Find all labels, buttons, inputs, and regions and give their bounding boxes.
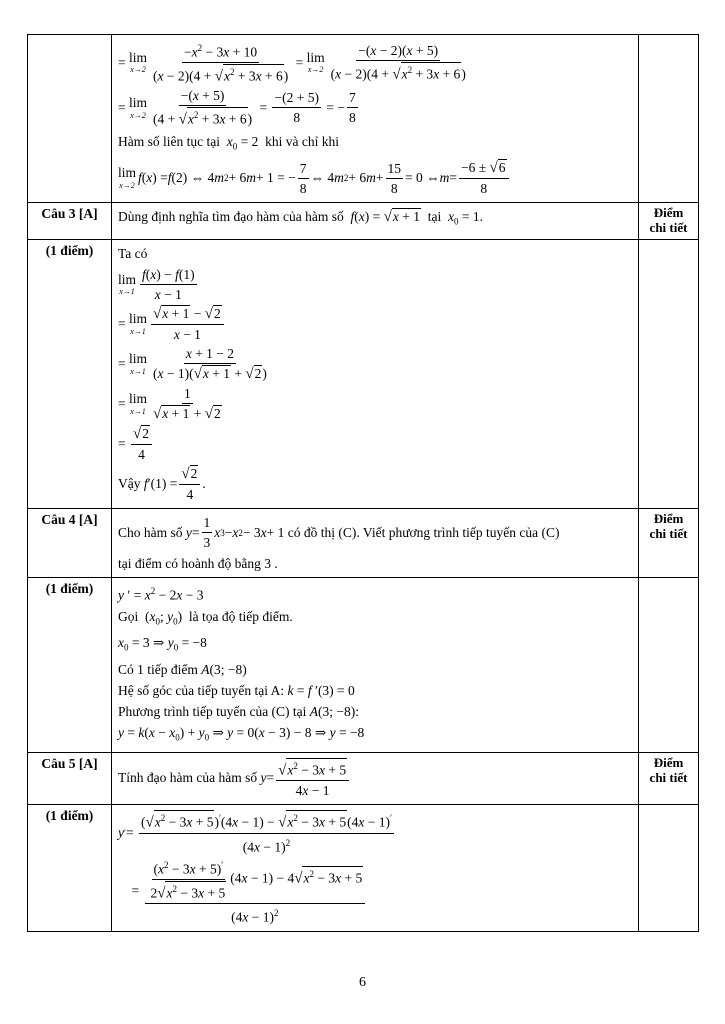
q4-slope: Hệ số góc của tiếp tuyến tại A: k = f ′(3) = 0 <box>118 682 355 698</box>
q3-points-cell <box>639 240 699 509</box>
q3-score: (1 điểm) <box>28 240 112 509</box>
q2-step-3: lim x→2 f ( x ) = f (2) ⇔ 4 m 2 + 6 m + 1 = − $\frac{7}{8}$ ⇔ 4 m 2 + 6 m + $\frac{15}{8}$ = 0 ⇔ m = $\frac{-6 \pm √6}{8}$ <box>118 159 632 197</box>
q3-question-cell <box>112 203 639 240</box>
q4-points-cell <box>639 578 699 753</box>
q2-points-cell <box>639 35 699 203</box>
q4-solution-row <box>28 578 699 753</box>
q4-tangent-point: Có 1 tiếp điểm A(3; −8) <box>118 661 247 677</box>
q2-step-1: = lim x→2 $\frac{-x^2 - 3x + 10}{(x - 2)(4 + √x^2 + 3x + 6)}$ = lim x→2 $\frac{-(x - 2)(x + 5)}{(x - 2)(4 + √x^2 + 3x + 6)}$ <box>118 40 632 85</box>
q3-step-2: = lim x→1 $\frac{√x + 1 - √2}{x - 1}$ <box>118 305 632 343</box>
q4-derivative: y ′ = $x^2 - 2x - 3$ <box>118 586 204 603</box>
q3-step-1: lim x→1 $\frac{f(x) - f(1)}{x - 1}$ <box>118 267 195 303</box>
page-number: 6 <box>359 975 366 990</box>
q4-equation-intro: Phương trình tiếp tuyến của (C) tại A(3; −8): <box>118 703 360 719</box>
q4-points-label: Điểm chi tiết <box>639 509 699 578</box>
q2-solution-cell <box>112 35 639 203</box>
q4-x0: $x_0 = 3$ ⇒ $y_0 = -8$ <box>118 635 207 653</box>
q2-continuity-text: Hàm số liên tục tại <box>118 133 220 149</box>
q2-step-2: = lim x→2 $\frac{-(x + 5)}{(4 + √x^2 + 3x + 6)}$ = $\frac{-(2 + 5)}{8}$ = − $\frac{7}{8}$ <box>118 88 356 128</box>
q4-question-row <box>28 509 699 578</box>
q3-step-3: = lim x→1 $\frac{x + 1 - 2}{(x - 1)(√x + 1 + √2)}$ <box>118 346 267 383</box>
q2-label-cell <box>28 35 112 203</box>
q3-points-label: Điểm chi tiết <box>639 203 699 240</box>
q4-question-line-2: tại điểm có hoành độ bằng 3 . <box>118 556 278 572</box>
q5-points-label: Điểm chi tiết <box>639 752 699 805</box>
q5-question-text: Tính đạo hàm của hàm số y = $\frac{√x^2 - 3x + 5}{4x - 1}$ <box>118 758 632 800</box>
q4-question-cell <box>112 509 639 578</box>
q3-step-5: = $\frac{√2}{4}$ <box>118 425 632 463</box>
q4-equation: $y = k(x - x_0) + y_0$ ⇒ y = 0(x − 3) − 8 ⇒ y = −8 <box>118 724 365 743</box>
q4-solution-cell <box>112 578 639 753</box>
q5-question-cell <box>112 752 639 805</box>
q2-continuation-row <box>28 35 699 203</box>
q4-question-line-1: Cho hàm số y = $\frac{1}{3}$ x 3 − x 2 − 3 x + 1 có đồ thị (C). Viết phương trình tiếp tuyến của (C) <box>118 515 560 551</box>
q3-solution-row <box>28 240 699 509</box>
q5-question-row <box>28 752 699 805</box>
q5-step-2: = $\frac{(x^2 - 3x + 5)'}{2√x^2 - 3x + 5}$ $(4x - 1) - 4√x^2 - 3x + 5$ $(4x - 1)^2$ <box>118 857 632 926</box>
solution-table <box>27 34 699 932</box>
q4-score: (1 điểm) <box>28 578 112 753</box>
q5-points-cell <box>639 805 699 932</box>
q5-step-1: y ′ = $\frac{(√x^2 - 3x + 5)'(4x - 1) - √x^2 - 3x + 5(4x - 1)'}{(4x - 1)^2}$ <box>118 810 632 855</box>
q3-conclusion: Vậy f ′(1) = $\frac{√2}{4}$ . <box>118 466 206 503</box>
q5-label: Câu 5 [A] <box>28 752 112 805</box>
q3-question-row <box>28 203 699 240</box>
q3-intro: Ta có <box>118 246 148 262</box>
q4-let: Gọi ($x_0$; $y_0$) là tọa độ tiếp điểm. <box>118 608 293 627</box>
q5-score: (1 điểm) <box>28 805 112 932</box>
q3-question-text: Dùng định nghĩa tìm đạo hàm của hàm số f(x) = √x + 1 tại $x_0 = 1$. <box>118 209 483 227</box>
q2-continuity-tail: khi và chỉ khi <box>265 133 339 149</box>
q3-solution-cell <box>112 240 639 509</box>
q5-solution-cell <box>112 805 639 932</box>
q4-label: Câu 4 [A] <box>28 509 112 578</box>
q3-step-4: = lim x→1 $\frac{1}{√x + 1 + √2}$ <box>118 386 221 423</box>
q2-continuity-line: Hàm số liên tục tại $x_0 = 2$ khi và chỉ khi <box>118 133 339 152</box>
q3-label: Câu 3 [A] <box>28 203 112 240</box>
q5-solution-row <box>28 805 699 932</box>
